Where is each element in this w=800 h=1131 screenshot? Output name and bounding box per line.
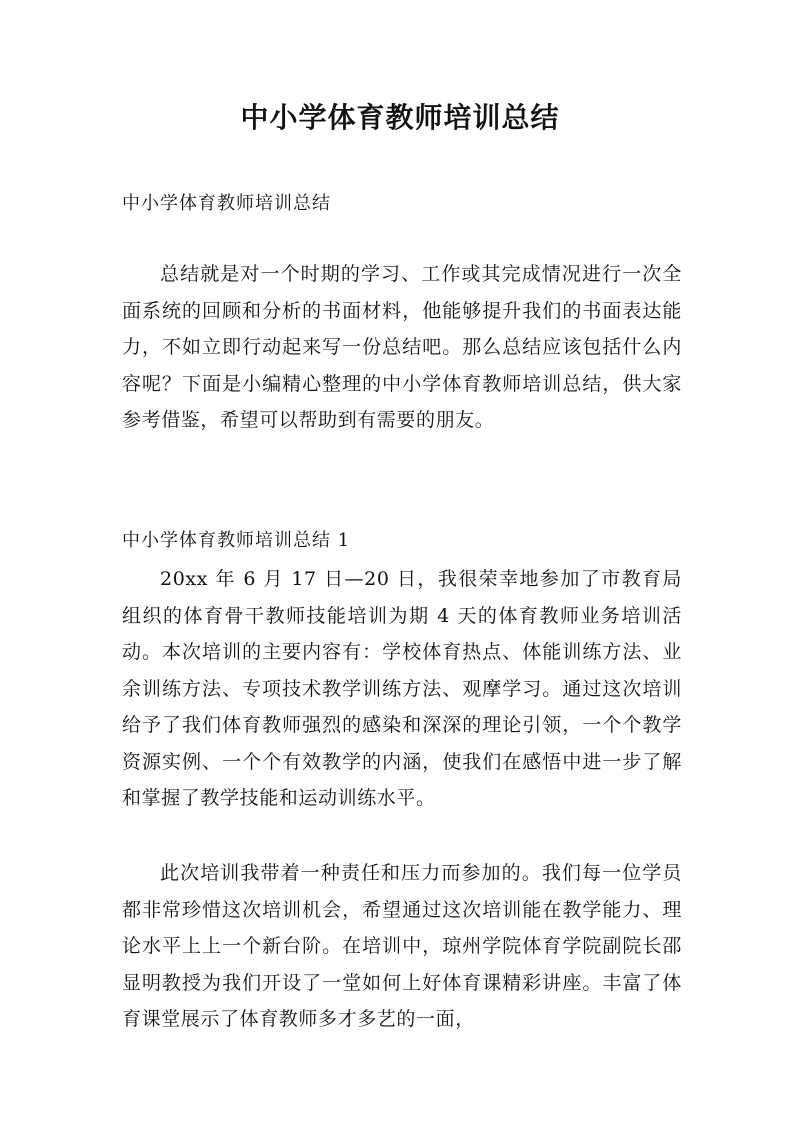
document-title: 中小学体育教师培训总结 xyxy=(240,101,560,134)
intro-paragraph: 总结就是对一个时期的学习、工作或其完成情况进行一次全面系统的回顾和分析的书面材料，他能够提升我们的书面表达能力，不如立即行动起来写一份总结吧。那么总结应该包括什么内容呢？下面是小编精心整理的中小学体育教师培训总结，供大家参考借鉴，希望可以帮助到有需要的朋友。 xyxy=(122,263,682,431)
section-1-paragraph-2: 此次培训我带着一种责任和压力而参加的。我们每一位学员都非常珍惜这次培训机会，希望通过这次培训能在教学能力、理论水平上上一个新台阶。在培训中，琼州学院体育学院副院长邵显明教授为我们开设了一堂如何上好体育课精彩讲座。丰富了体育课堂展示了体育教师多才多艺的一面， xyxy=(122,862,682,1030)
section-1-heading: 中小学体育教师培训总结 1 xyxy=(122,530,351,551)
section-1-paragraph-1: 20xx 年 6 月 17 日—20 日，我很荣幸地参加了市教育局组织的体育骨干教师技能培训为期 4 天的体育教师业务培训活动。本次培训的主要内容有：学校体育热点、体能训练方法、业余训练方法、专项技术教学训练方法、观摩学习。通过这次培训给予了我们体育教师强烈的感染和深深的理论引领，一个个教学资源实例、一个个有效教学的内涵，使我们在感悟中进一步了解和掌握了教学技能和运动训练水平。 xyxy=(122,568,682,809)
document-subtitle: 中小学体育教师培训总结 xyxy=(122,193,331,214)
